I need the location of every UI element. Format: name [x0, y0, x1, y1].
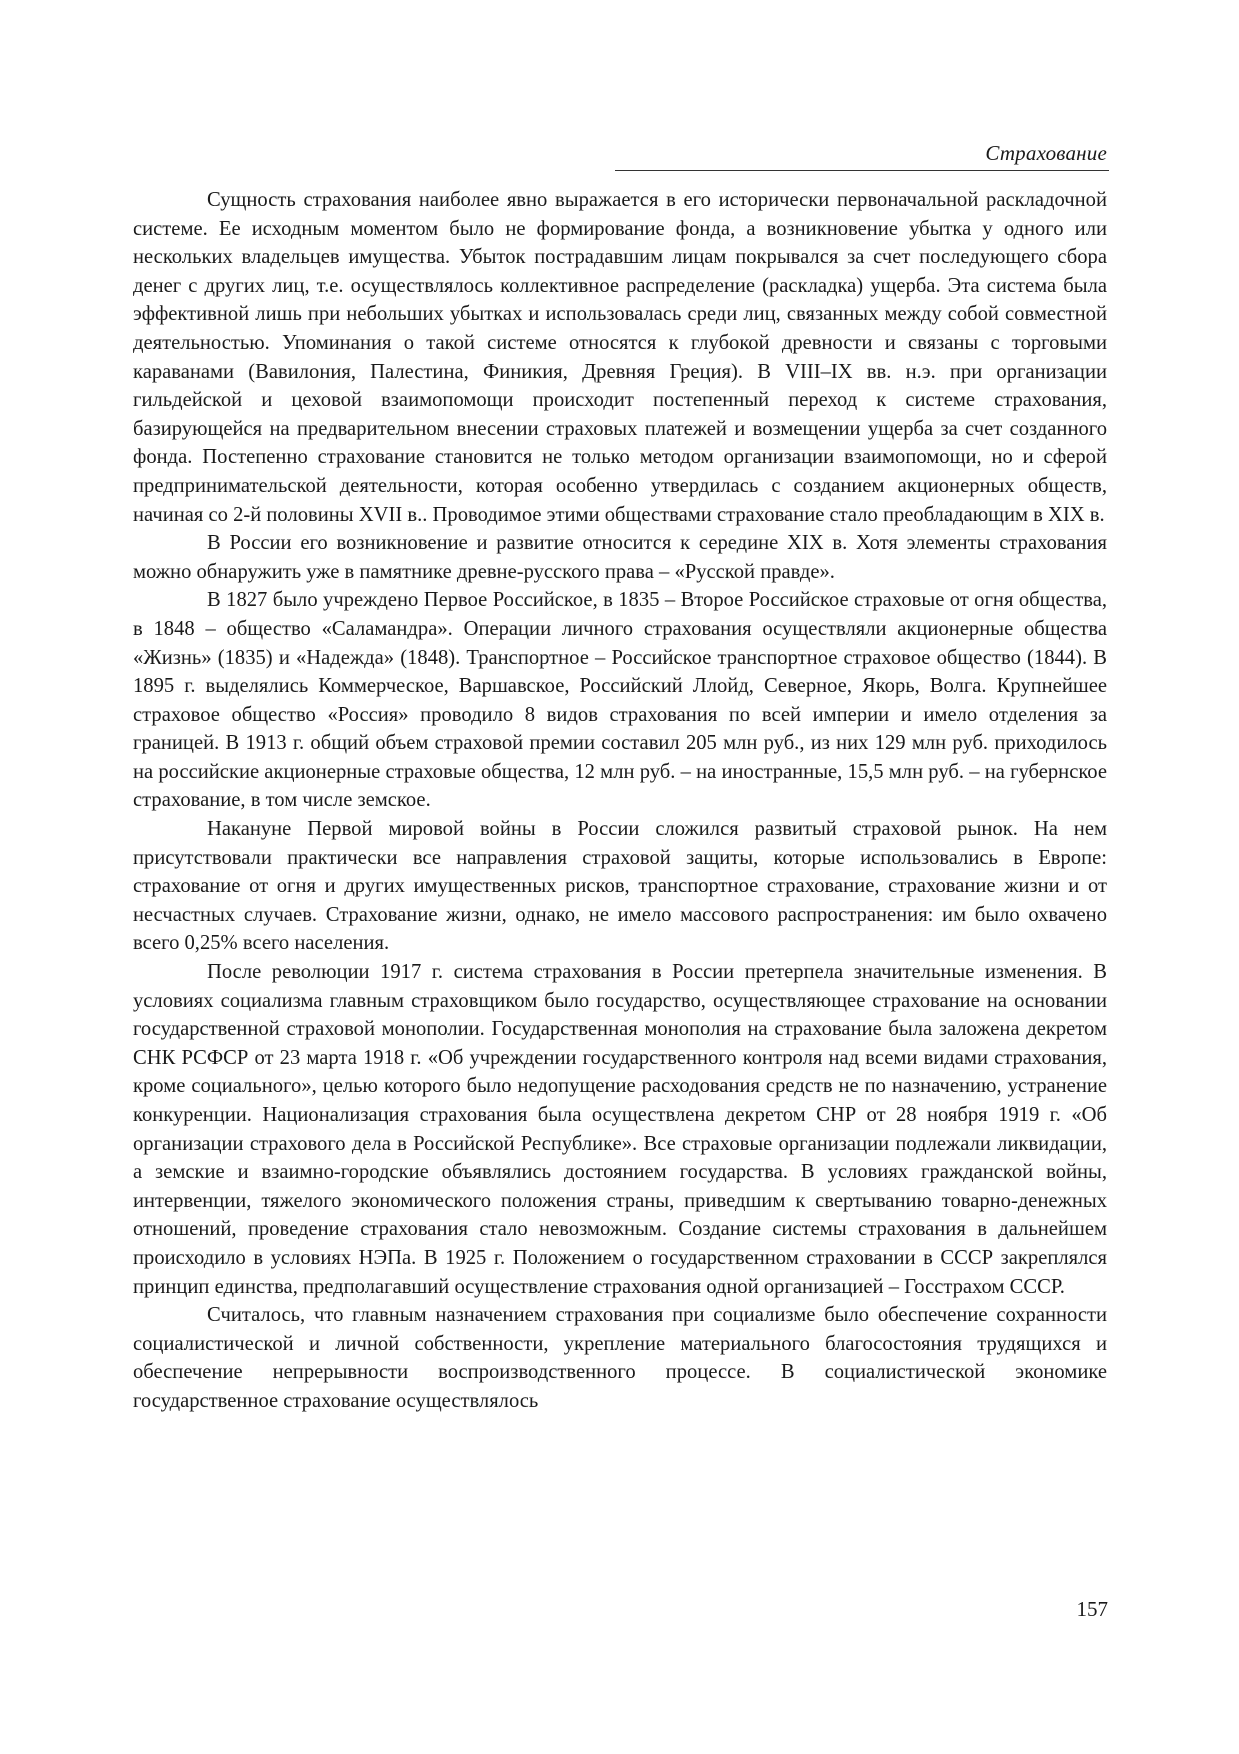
running-header: [615, 140, 1109, 171]
paragraph-russia-origins: В России его возникновение и развитие относится к середине XIX в. Хотя элементы страхования можно обнаружить уже в памятнике древне-русского права – «Русской правде».: [133, 532, 1107, 583]
paragraph-socialism-purpose: Считалось, что главным назначением страхования при социализме было обеспечение сохранности социалистической и личной собственности, укрепление материального благосостояния трудящихся и обеспечение непрерывности воспроизводственного процессе. В социалистической экономике государственное страхование осуществлялось: [133, 1304, 1107, 1412]
page-body: [133, 186, 1107, 1416]
running-header-title: Страхование: [985, 141, 1107, 165]
page-number: 157: [1076, 1597, 1108, 1621]
paragraph-pre-war-market: Накануне Первой мировой войны в России сложился развитый страховой рынок. На нем присутствовали практически все направления страховой защиты, которые использовались в Европе: страхование от огня и других имущественных рисков, транспортное страхование, страхование жизни и от несчастных случаев. Страхование жизни, однако, не имело массового распространения: им было охвачено всего 0,25% всего населения.: [133, 818, 1107, 955]
paragraph-post-revolution: После революции 1917 г. система страхования в России претерпела значительные изменения. В условиях социализма главным страховщиком было государство, осуществляющее страхование на основании государственной страховой монополии. Государственная монополия на страхование была заложена декретом СНК РСФСР от 23 марта 1918 г. «Об учреждении государственного контроля над всеми видами страхования, кроме социального», целью которого было недопущение расходования средств не по назначению, устранение конкуренции. Национализация страхования была осуществлена декретом СНР от 28 ноября 1919 г. «Об организации страхового дела в Российской Республике». Все страховые организации подлежали ликвидации, а земские и взаимно-городские объявлялись достоянием государства. В условиях гражданской войны, интервенции, тяжелого экономического положения страны, приведшим к свертыванию товарно-денежных отношений, проведение страхования стало невозможным. Создание системы страхования в дальнейшем происходило в условиях НЭПа. В 1925 г. Положением о государственном страховании в СССР закреплялся принцип единства, предполагавший осуществление страхования одной организацией – Госстрахом СССР.: [133, 961, 1107, 1298]
paragraph-russian-societies: В 1827 было учреждено Первое Российское, в 1835 – Второе Российское страховые от огня общества, в 1848 – общество «Саламандра». Операции личного страхования осуществляли акционерные общества «Жизнь» (1835) и «Надежда» (1848). Транспортное – Российское транспортное страховое общество (1844). В 1895 г. выделялись Коммерческое, Варшавское, Российский Ллойд, Северное, Якорь, Волга. Крупнейшее страховое общество «Россия» проводило 8 видов страхования по всей империи и имело отделения за границей. В 1913 г. общий объем страховой премии составил 205 млн руб., из них 129 млн руб. приходилось на российские акционерные страховые общества, 12 млн руб. – на иностранные, 15,5 млн руб. – на губернское страхование, в том числе земское.: [133, 589, 1107, 812]
paragraph-insurance-origins: Сущность страхования наиболее явно выражается в его исторически первоначальной раскладочной системе. Ее исходным моментом было не формирование фонда, а возникновение убытка у одного или нескольких владельцев имущества. Убыток пострадавшим лицам покрывался за счет последующего сбора денег с других лиц, т.е. осуществлялось коллективное распределение (раскладка) ущерба. Эта система была эффективной лишь при небольших убытках и использовалась среди лиц, связанных между собой совместной деятельностью. Упоминания о такой системе относятся к глубокой древности и связаны с торговыми караванами (Вавилония, Палестина, Финикия, Древняя Греция). В VIII–IX вв. н.э. при организации гильдейской и цеховой взаимопомощи происходит постепенный переход к системе страхования, базирующейся на предварительном внесении страховых платежей и возмещении ущерба за счет созданного фонда. Постепенно страхование становится не только методом организации взаимопомощи, но и сферой предпринимательской деятельности, которая особенно утвердилась с созданием акционерных обществ, начиная со 2-й половины XVII в.. Проводимое этими обществами страхование стало преобладающим в XIX в.: [133, 189, 1107, 526]
